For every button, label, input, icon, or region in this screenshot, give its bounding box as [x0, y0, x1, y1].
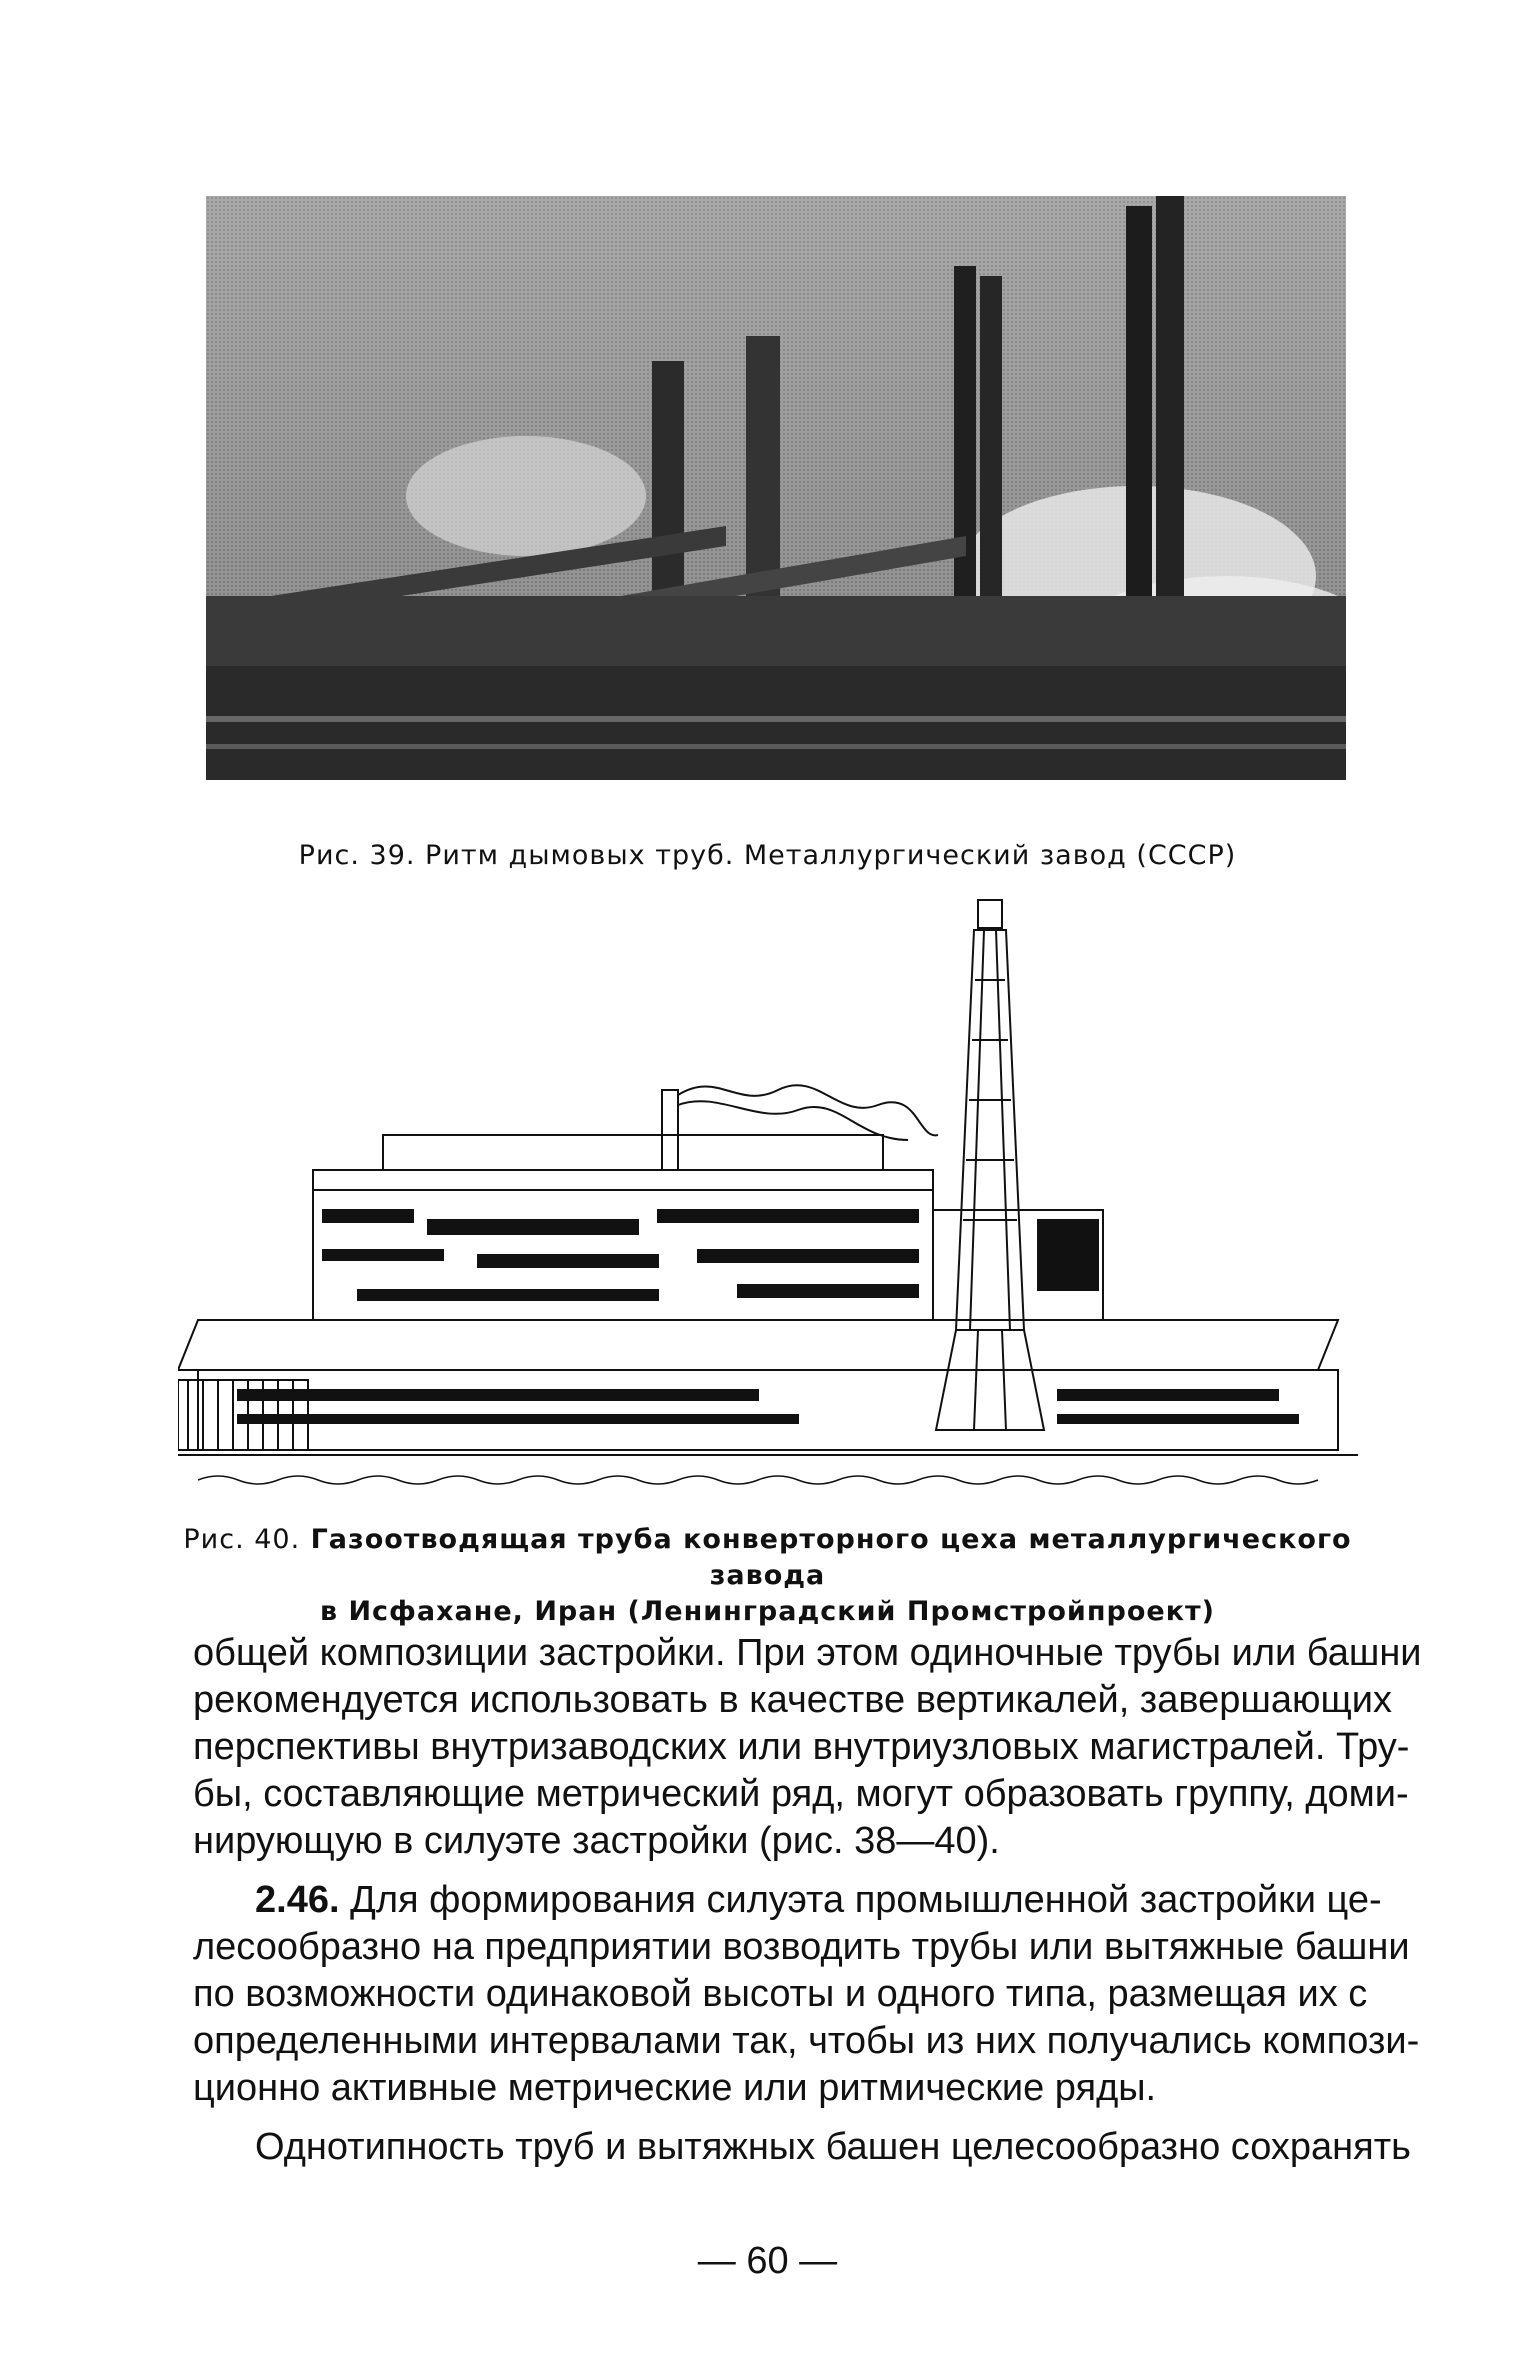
section-number: 2.46.: [255, 1879, 340, 1921]
text-line: общей композиции застройки. При этом одиночные трубы или башни: [193, 1632, 1422, 1674]
text-line-content: Для формирования силуэта промышленной застройки це-: [350, 1879, 1382, 1921]
figure-40-drawing: [178, 890, 1358, 1510]
body-text: [193, 1630, 1422, 2171]
text-line: Однотипность труб и вытяжных башен целесообразно сохранять: [255, 2126, 1411, 2168]
page-number: — 60 —: [697, 2240, 838, 2282]
figure-39-label: Рис. 39.: [298, 840, 416, 871]
figure-40-caption-line1: [160, 1522, 1375, 1594]
text-line: перспективы внутризаводских или внутриузловых магистралей. Тру-: [193, 1726, 1410, 1768]
text-line: лесообразно на предприятии возводить трубы или вытяжные башни: [193, 1926, 1410, 1968]
figure-40-caption-line2: в Исфахане, Иран (Ленинградский Промстройпроект): [319, 1596, 1216, 1627]
text-line: бы, составляющие метрический ряд, могут образовать группу, доми-: [193, 1773, 1409, 1815]
text-line: по возможности одинаковой высоты и одного типа, размещая их с: [193, 1973, 1368, 2015]
figure-39-caption-text: Ритм дымовых труб. Металлургический завод (СССР): [425, 840, 1237, 871]
figure-39-caption: [160, 838, 1375, 874]
text-line: рекомендуется использовать в качестве вертикалей, завершающих: [193, 1679, 1393, 1721]
text-line: определенными интервалами так, чтобы из них получались компози-: [193, 2020, 1420, 2062]
figure-40-caption-text-1: Газоотводящая труба конверторного цеха металлургического завода: [310, 1524, 1352, 1591]
figure-40-label: Рис. 40.: [183, 1524, 301, 1555]
text-line-first: [193, 1877, 1382, 1924]
figure-39-photo: [206, 196, 1346, 780]
text-line: ционно активные метрические или ритмические ряды.: [193, 2067, 1157, 2109]
text-line: нирующую в силуэте застройки (рис. 38—40).: [193, 1820, 1000, 1862]
paragraph-3: [193, 2124, 1411, 2171]
paragraph-1: [193, 1630, 1422, 1865]
paragraph-2: [193, 1877, 1420, 2112]
figure-40-caption: [160, 1522, 1375, 1630]
